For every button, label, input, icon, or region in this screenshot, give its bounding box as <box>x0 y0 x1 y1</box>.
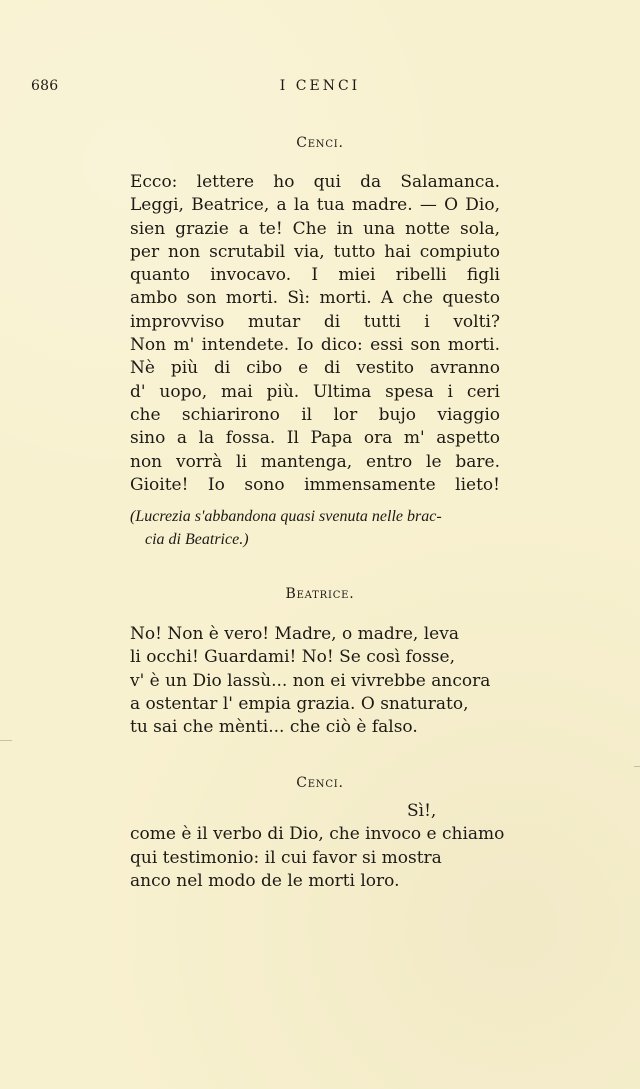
verse-line: sien grazie a te! Che in una notte sola, <box>130 218 500 239</box>
verse-block-cenci-2 <box>130 800 505 893</box>
verse-line: come è il verbo di Dio, che invoco e chiamo <box>130 824 505 845</box>
verse-line: d' uopo, mai più. Ultima spesa i ceri <box>130 381 500 402</box>
stage-direction-line: cia di Beatrice.) <box>145 531 249 548</box>
verse-line: improvviso mutar di tutti i volti? <box>130 311 500 332</box>
verse-line: No! Non è vero! Madre, o madre, leva <box>130 624 459 644</box>
verse-line: a ostentar l' empia grazia. O snaturato, <box>130 693 469 714</box>
verse-line: Gioite! Io sono immensamente lieto! <box>130 474 500 495</box>
verse-line: che schiarirono il lor bujo viaggio <box>130 404 500 425</box>
verse-line: li occhi! Guardami! No! Se così fosse, <box>130 647 455 668</box>
verse-line: Leggi, Beatrice, a la tua madre. — O Dio, <box>130 195 500 216</box>
verse-line: per non scrutabil via, tutto hai compiuto <box>130 241 500 262</box>
verse-block-beatrice <box>130 623 500 739</box>
verse-line: tu sai che mènti... che ciò è falso. <box>130 717 418 738</box>
running-title: I CENCI <box>279 78 361 94</box>
verse-block-cenci-1 <box>130 171 500 497</box>
verse-line: non vorrà li mantenga, entro le bare. <box>130 451 500 472</box>
verse-line: sino a la fossa. Il Papa ora m' aspetto <box>130 428 500 449</box>
stage-direction-line: (Lucrezia s'abbandona quasi svenuta nelle brac- <box>130 508 442 525</box>
verse-continuation: Sì!, <box>407 801 437 821</box>
verse-line: anco nel modo de le morti loro. <box>130 870 400 891</box>
speaker-heading-beatrice: Beatrice. <box>285 586 355 602</box>
verse-line: Ecco: lettere ho qui da Salamanca. <box>130 172 500 192</box>
verse-line: quanto invocavo. I miei ribelli figli <box>130 265 500 286</box>
verse-line: Nè più di cibo e di vestito avranno <box>130 358 500 379</box>
margin-mark <box>634 766 640 767</box>
margin-mark <box>0 740 12 741</box>
page-number: 686 <box>31 78 59 94</box>
speaker-heading-cenci-2: Cenci. <box>296 775 344 791</box>
stage-direction <box>130 505 498 551</box>
page-header <box>31 78 609 100</box>
verse-line: ambo son morti. Sì: morti. A che questo <box>130 288 500 309</box>
verse-line: v' è un Dio lassù... non ei vivrebbe ancora <box>130 670 491 691</box>
verse-line: qui testimonio: il cui favor si mostra <box>130 847 442 868</box>
speaker-heading-cenci-1: Cenci. <box>296 135 344 151</box>
verse-line: Non m' intendete. Io dico: essi son morti. <box>130 335 500 356</box>
